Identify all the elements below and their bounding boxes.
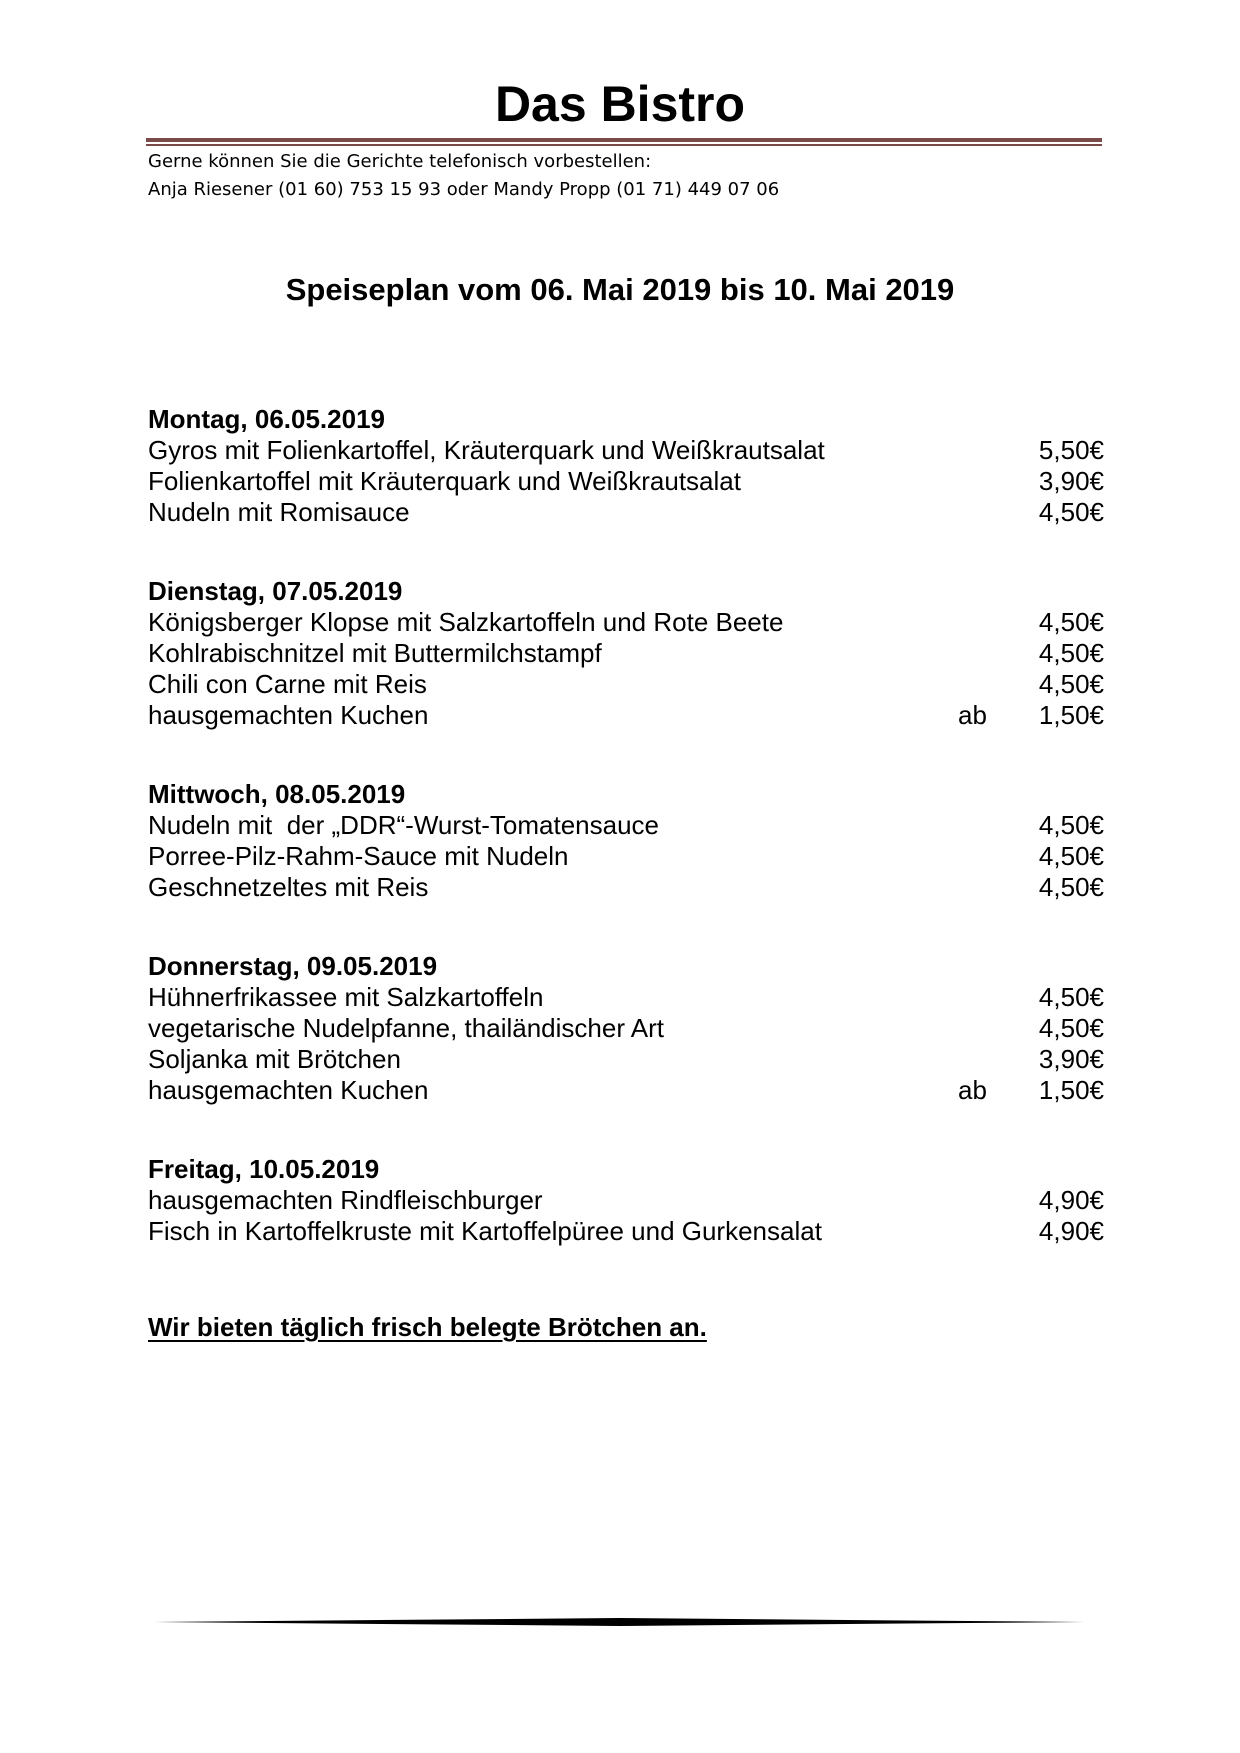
dish-name: Königsberger Klopse mit Salzkartoffeln und Rote Beete: [148, 607, 784, 637]
dish-row: [148, 435, 1104, 466]
dish-name: vegetarische Nudelpfanne, thailändischer Art: [148, 1013, 664, 1043]
dish-row: [148, 982, 1104, 1013]
day-heading: Freitag, 10.05.2019: [148, 1154, 380, 1184]
day-section-wednesday: [148, 779, 1104, 903]
dish-price: 4,50€: [1038, 982, 1104, 1012]
dish-row: [148, 872, 1104, 903]
page-title: Das Bistro: [494, 76, 746, 132]
dish-name: Gyros mit Folienkartoffel, Kräuterquark und Weißkrautsalat: [148, 435, 825, 465]
dish-price: 5,50€: [1038, 435, 1104, 465]
dish-price: 4,50€: [1038, 497, 1104, 527]
dish-row: [148, 1216, 1104, 1247]
closing-note: Wir bieten täglich frisch belegte Brötchen an.: [148, 1312, 707, 1342]
dish-price: 4,50€: [1038, 841, 1104, 871]
dish-row: [148, 841, 1104, 872]
dish-name: Kohlrabischnitzel mit Buttermilchstampf: [148, 638, 602, 668]
dish-price: 1,50€: [1038, 1075, 1104, 1105]
day-heading: Mittwoch, 08.05.2019: [148, 779, 406, 809]
day-section-monday: [148, 404, 1104, 528]
day-heading: Donnerstag, 09.05.2019: [148, 951, 438, 981]
header-divider: [146, 138, 1102, 146]
dish-price: 3,90€: [1038, 1044, 1104, 1074]
order-note: [148, 148, 779, 204]
dish-name: Folienkartoffel mit Kräuterquark und Weißkrautsalat: [148, 466, 741, 496]
dish-name: Hühnerfrikassee mit Salzkartoffeln: [148, 982, 544, 1012]
dish-price: 3,90€: [1038, 466, 1104, 496]
dish-row: [148, 638, 1104, 669]
footer-divider: [154, 1616, 1084, 1628]
dish-name: Chili con Carne mit Reis: [148, 669, 427, 699]
dish-row: [148, 497, 1104, 528]
day-section-thursday: [148, 951, 1104, 1106]
day-heading: Dienstag, 07.05.2019: [148, 576, 403, 606]
dish-name: Soljanka mit Brötchen: [148, 1044, 401, 1074]
menu-days: [148, 404, 1104, 1295]
dish-price: 4,50€: [1038, 607, 1104, 637]
dish-price: 4,90€: [1038, 1216, 1104, 1246]
dish-price: 4,90€: [1038, 1185, 1104, 1215]
order-note-line: Gerne können Sie die Gerichte telefonisch vorbestellen:: [148, 151, 652, 172]
dish-row: [148, 1075, 1104, 1106]
day-section-friday: [148, 1154, 1104, 1247]
dish-price: 4,50€: [1038, 1013, 1104, 1043]
dish-row: [148, 466, 1104, 497]
dish-name: Geschnetzeltes mit Reis: [148, 872, 429, 902]
dish-price-prefix: ab: [958, 1075, 987, 1105]
dish-row: [148, 1044, 1104, 1075]
dish-price: 4,50€: [1038, 872, 1104, 902]
dish-name: hausgemachten Kuchen: [148, 700, 429, 730]
menu-plan-heading: Speiseplan vom 06. Mai 2019 bis 10. Mai 2019: [285, 272, 955, 307]
dish-price: 4,50€: [1038, 810, 1104, 840]
dish-name: Fisch in Kartoffelkruste mit Kartoffelpüree und Gurkensalat: [148, 1216, 822, 1246]
dish-name: hausgemachten Rindfleischburger: [148, 1185, 543, 1215]
dish-price: 4,50€: [1038, 638, 1104, 668]
day-section-tuesday: [148, 576, 1104, 731]
dish-price: 4,50€: [1038, 669, 1104, 699]
day-heading: Montag, 06.05.2019: [148, 404, 385, 434]
dish-price: 1,50€: [1038, 700, 1104, 730]
dish-row: [148, 669, 1104, 700]
dish-row: [148, 1013, 1104, 1044]
dish-name: Porree-Pilz-Rahm-Sauce mit Nudeln: [148, 841, 569, 871]
dish-name: Nudeln mit Romisauce: [148, 497, 410, 527]
dish-price-prefix: ab: [958, 700, 987, 730]
order-note-contacts: Anja Riesener (01 60) 753 15 93 oder Mandy Propp (01 71) 449 07 06: [148, 179, 780, 200]
dish-row: [148, 810, 1104, 841]
dish-row: [148, 607, 1104, 638]
dish-name: Nudeln mit der „DDR“-Wurst-Tomatensauce: [148, 810, 659, 840]
dish-name: hausgemachten Kuchen: [148, 1075, 429, 1105]
dish-row: [148, 1185, 1104, 1216]
dish-row: [148, 700, 1104, 731]
